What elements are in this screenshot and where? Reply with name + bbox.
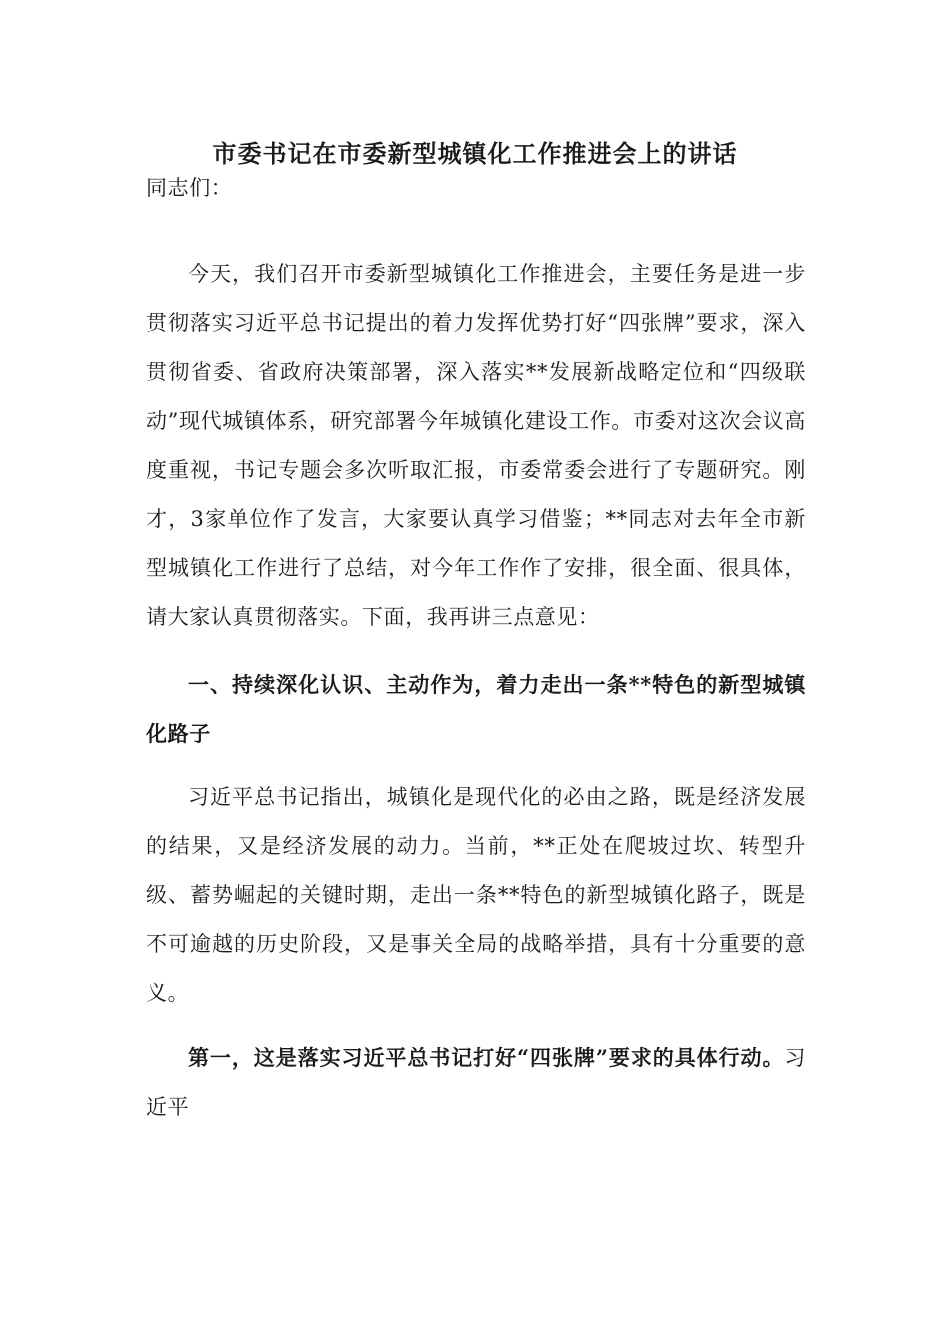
point-one-heading: 第一，这是落实习近平总书记打好“四张牌”要求的具体行动。 [188, 1045, 785, 1070]
salutation: 同志们： [146, 176, 233, 200]
section-one-body: 习近平总书记指出，城镇化是现代化的必由之路，既是经济发展的结果，又是经济发展的动力。当前，**正处在爬坡过坎、转型升级、蓄势崛起的关键时期，走出一条**特色的新型城镇化路子，既是不可逾越的历史阶段，又是事关全局的战略举措，具有十分重要的意义。 [146, 785, 806, 1005]
document-title: 市委书记在市委新型城镇化工作推进会上的讲话 [212, 139, 738, 168]
intro-paragraph: 今天，我们召开市委新型城镇化工作推进会，主要任务是进一步贯彻落实习近平总书记提出的着力发挥优势打好“四张牌”要求，深入贯彻省委、省政府决策部署，深入落实**发展新战略定位和“四级联动”现代城镇体系，研究部署今年城镇化建设工作。市委对这次会议高度重视，书记专题会多次听取汇报，市委常委会进行了专题研究。刚才，3家单位作了发言，大家要认真学习借鉴；**同志对去年全市新型城镇化工作进行了总结，对今年工作作了安排，很全面、很具体，请大家认真贯彻落实。下面，我再讲三点意见： [146, 262, 806, 629]
point-one-paragraph [146, 1033, 806, 1132]
section-heading-one: 一、持续深化认识、主动作为，着力走出一条**特色的新型城镇化路子 [146, 672, 806, 746]
point-one-text: 习近平 [146, 1046, 806, 1119]
